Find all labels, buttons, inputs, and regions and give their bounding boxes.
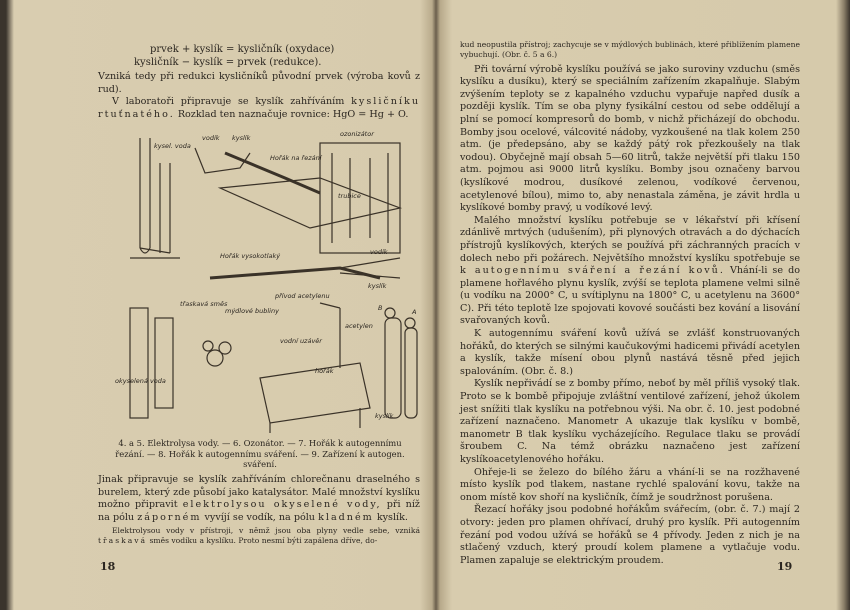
label-vodni-uzaver: vodní uzávěr (280, 337, 322, 345)
spaced-term: záporném (137, 511, 202, 523)
text-run: vyvíjí se vodík, na pólu (204, 511, 315, 523)
caption-line: 4. a 5. Elektrolysa vody. — 6. Ozonátor. — 7. Hořák k autogennímu (118, 438, 402, 448)
paragraph-cutting: Ohřeje-li se železo do bílého žáru a vhání-li se na rozžhavené místo kyslík pod tlakem, nastane rychlé spalování kovu, takže na onom místě kov shoří na kysličník, čímž je soudržnost porušena. (460, 466, 800, 503)
figure-caption (100, 438, 420, 470)
page-number-left: 18 (100, 560, 116, 573)
paragraph-industrial: Při tovární výrobě kyslíku používá se jako suroviny vzduchu (směs kyslíku a dusíku), který se speciálním zařízením zkapalňuje. Slabým zvýšením teploty se z kapalného vzduchu vypařuje napřed dusík a později kyslík. Tím se oba plyny fysikální cestou od sebe oddělují a plní se pomocí kompresorů do bomb, v nichž přicházejí do obchodu. Bomby jsou ocelové, válcovité nádoby, vyzkoušené na tlak kolem 250 atm. (je předepsáno, aby se každý pátý rok přezkoušely na tlak vodou). Obyčejně mají obsah 5—60 litrů, takže největší při tlaku 150 atm. pojmou asi 9000 litrů kyslíku. Bomby jsou označeny barvou (kyslíkové modrou, dusíkové zelenou, vodíkové červenou, acetylenové bílou), mimo to, aby nenastala záměna, je závit hrdla u kyslíkové bomby pravý, u vodíkové levý. (460, 63, 800, 214)
spaced-term: třaskavá (98, 536, 148, 546)
text-run: kyslík. (376, 511, 408, 523)
label-manometer-a: A (412, 308, 417, 316)
spaced-term: elektrolysou okyselené vody, (182, 499, 382, 511)
label-okysl-voda: okyselená voda (115, 377, 166, 385)
high-pressure-torch (210, 268, 380, 278)
text-run: Rozklad ten naznačuje rovnice: HgO = Hg + O. (177, 108, 409, 120)
paragraph-chlorate (98, 474, 420, 524)
spaced-term: k autogennímu sváření a řezání kovů. (460, 265, 725, 277)
text-run: Jinak připravuje se kyslík zahříváním chlorečnanu draselného s burelem, který zde působí jako katalysátor. Malé množství kyslíku možno připravit (98, 474, 420, 511)
label-horak-vysokotlaky: Hořák vysokotlaký (220, 252, 281, 260)
paragraph-welding: K autogennímu sváření kovů užívá se zvlášť konstruovaných hořáků, do kterých se silnými kaučukovými hadicemi přivádí acetylen a kyslík, takže mísení obou plynů nastává těsně před jejich spalováním. (Obr. č. 8.) (460, 328, 800, 377)
text-run: Vhání-li se do plamene hořlavého plynu kyslík, zvýší se teplota plamene velmi silně (u vodíku na 2000° C, u svítiplynu na 1800° C, u acetylenu na 3600° C). Při této teplotě lze spojovati kovové součásti bez kování a lisování svařovaných kovů. (460, 265, 800, 327)
equation-redukce: kysličník − kyslík = prvek (redukce). (134, 57, 322, 68)
u-tube-left (140, 138, 150, 253)
label-kysel-voda: kysel. voda (154, 142, 191, 150)
page-number-right: 19 (777, 560, 793, 573)
label-kyslik-2: kyslík (368, 282, 387, 290)
equation-oxydace: prvek + kyslík = kysličník (oxydace) (150, 44, 335, 55)
label-kyslik-3: kyslík (375, 412, 394, 420)
small-note (98, 526, 420, 546)
text-run: Malého množství kyslíku potřebuje se v lékařství při křísení zdánlivě mrtvých (udušením), při plynových otravách a do dýchacích přístrojů kyslíkových, kterých se používá při záchranných pracích v dolech nebo při požárech. Největšího množství kyslíku spotřebuje se (460, 214, 800, 264)
oxygen-cylinder (385, 318, 401, 418)
label-privod-acetylenu: přívod acetylenu (275, 292, 330, 300)
paragraph-medical (460, 215, 800, 328)
label-ozonizer: ozonizátor (340, 130, 374, 138)
small-note-continued: kud neopustila přístroj; zachycuje se v mýdlových bublinách, které přiblížením plamene vybuchují. (Obr. č. 5 a 6.) (460, 40, 800, 59)
paragraph-pressure: Kyslík nepřivádí se z bomby přímo, neboť by měl příliš vysoký tlak. Proto se k bombě připojuje zvláštní ventilové zařízení, jehož úkolem jest snížiti tlak kyslíku na potřebnou výši. Na obr. č. 10. jest podobné zařízení naznačeno. Manometr A ukazuje tlak kyslíku v bombě, manometr B tlak kyslíku vycházejícího. Regulace tlaku se provádí šroubem C. Na témž obrázku naznačeno jest zařízení kyslíkoacetylenového hořáku. (460, 378, 800, 465)
label-vodik-2: vodík (370, 248, 388, 256)
label-traskava-smes: třaskavá směs (180, 300, 228, 308)
spaced-term: kladném (318, 511, 374, 523)
metal-plate (220, 178, 400, 228)
text-run: V laboratoři připravuje se kyslík zahříváním (112, 96, 345, 108)
u-tube-right (160, 163, 170, 253)
label-vodik: vodík (202, 134, 220, 142)
label-horak: hořák (315, 367, 334, 375)
apparatus-illustration (110, 118, 420, 433)
paragraph-redukce: Vzniká tedy při redukci kysličníků původní prvek (výroba kovů z rud). (98, 71, 420, 95)
label-mydlove-bubliny: mýdlové bubliny (225, 307, 279, 315)
electrolysis-vessel (130, 308, 148, 418)
text-run: Elektrolysou vody v přístroji, v němž jsou oba plyny vedle sebe, vzniká (112, 526, 420, 536)
label-acetylen: acetylen (345, 322, 373, 330)
acetylene-pipe (320, 303, 340, 368)
label-horak-rezani: Hořák na řezání (270, 154, 322, 162)
label-manometer-b: B (378, 304, 383, 312)
paragraph-cutting-torches: Řezací hořáky jsou podobné hořákům svářecím, (obr. č. 7.) mají 2 otvory: jeden pro plamen ohřívací, druhý pro kyslík. Při autogenním řezání pod vodou užívá se hořáků se 4 přívody. Jeden z nich je na stlačený vzduch, který proudí kolem plamene a vytlačuje vodu. Plamen zapaluje se elektrickým proudem. (460, 504, 800, 566)
right-page (455, 0, 800, 610)
text-run: směs vodíku a kyslíku. Proto nesmí býti zapálena dříve, do- (149, 536, 378, 546)
caption-line: sváření. (243, 459, 277, 469)
spaced-term: kysličníku rtuťnatého. (98, 96, 420, 120)
text-run: při níž na pólu (98, 499, 420, 523)
label-kyslik: kyslík (232, 134, 251, 142)
left-page (70, 0, 420, 610)
caption-line: řezání. — 8. Hořák k autogennímu sváření. — 9. Zařízení k autogen. (115, 448, 405, 459)
label-trubice: trubice (338, 192, 361, 200)
